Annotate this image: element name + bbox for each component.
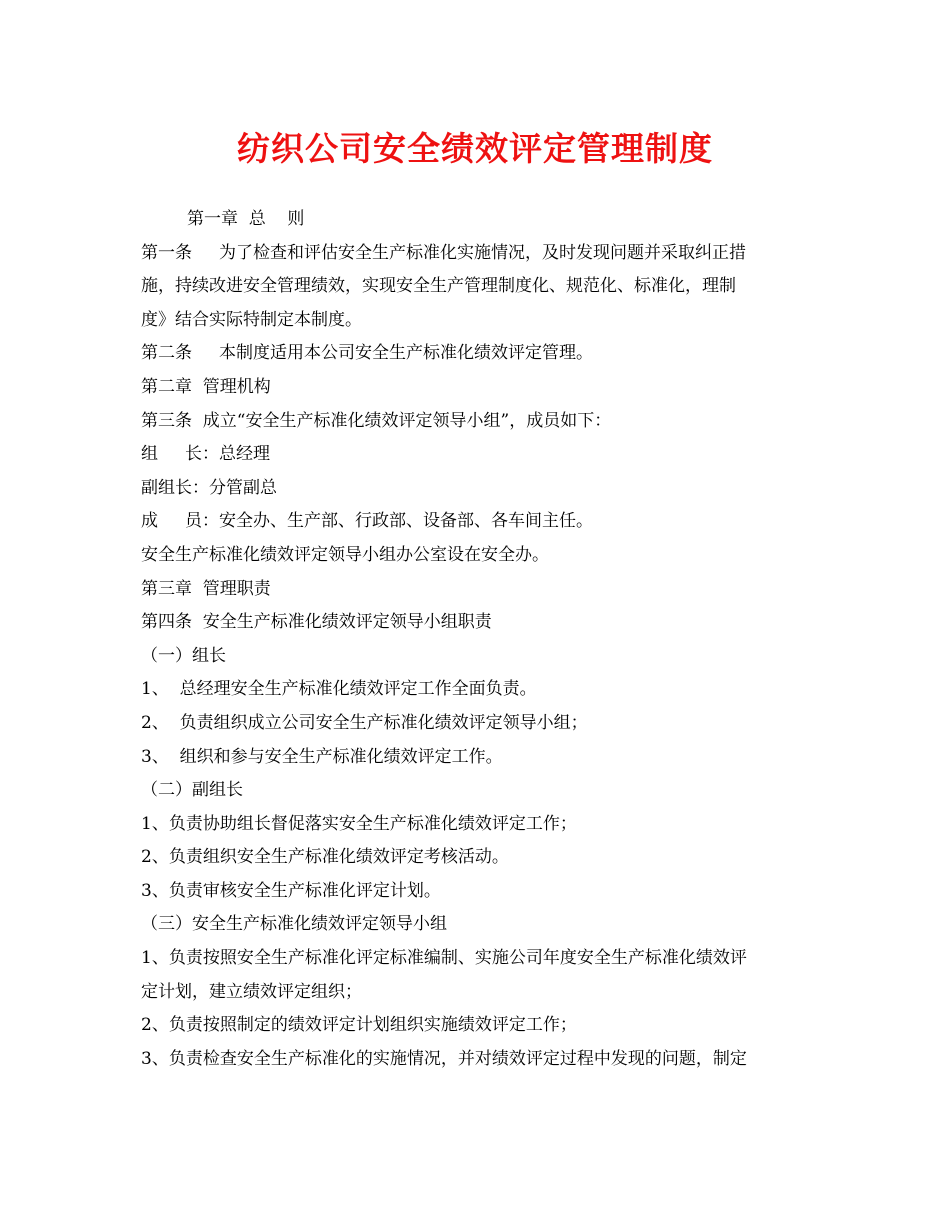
list-item: 3、负责审核安全生产标准化评定计划。 (141, 880, 441, 901)
paragraph-line: 副组长：分管副总 (141, 477, 277, 498)
list-item: 2、 负责组织成立公司安全生产标准化绩效评定领导小组； (141, 712, 588, 733)
list-item: 定计划，建立绩效评定组织； (141, 981, 362, 1002)
paragraph-line: 组 长：总经理 (141, 444, 271, 465)
paragraph-line: 第四条 安全生产标准化绩效评定领导小组职责 (141, 612, 492, 633)
list-item: 2、负责组织安全生产标准化绩效评定考核活动。 (141, 847, 509, 868)
paragraph-line: 度》结合实际特制定本制度。 (141, 309, 362, 330)
paragraph-line: 成 员：安全办、生产部、行政部、设备部、各车间主任。 (141, 511, 594, 532)
section-heading: （一）组长 (141, 645, 226, 666)
document-title: 纺织公司安全绩效评定管理制度 (237, 129, 713, 168)
chapter-heading: 第三章 管理职责 (141, 578, 271, 599)
section-heading: （二）副组长 (141, 780, 243, 801)
paragraph-line: 第二条 本制度适用本公司安全生产标准化绩效评定管理。 (141, 343, 594, 364)
list-item: 1、 总经理安全生产标准化绩效评定工作全面负责。 (141, 679, 537, 700)
chapter-heading: 第二章 管理机构 (141, 376, 271, 397)
list-item: 1、负责按照安全生产标准化评定标准编制、实施公司年度安全生产标准化绩效评 (141, 948, 747, 969)
list-item: 3、负责检查安全生产标准化的实施情况，并对绩效评定过程中发现的问题，制定 (141, 1048, 747, 1069)
list-item: 3、 组织和参与安全生产标准化绩效评定工作。 (141, 746, 503, 767)
paragraph-line: 施，持续改进安全管理绩效，实现安全生产管理制度化、规范化、标准化，理制 (141, 276, 736, 297)
list-item: 1、负责协助组长督促落实安全生产标准化绩效评定工作； (141, 813, 577, 834)
chapter-heading: 第一章 总 则 (187, 209, 305, 229)
paragraph-line: 第一条 为了检查和评估安全生产标准化实施情况，及时发现问题并采取纠正措 (141, 242, 747, 263)
paragraph-line: 第三条 成立“安全生产标准化绩效评定领导小组”，成员如下： (141, 410, 612, 431)
list-item: 2、负责按照制定的绩效评定计划组织实施绩效评定工作； (141, 1015, 577, 1036)
document-body (141, 203, 811, 1076)
section-heading: （三）安全生产标准化绩效评定领导小组 (141, 914, 447, 935)
paragraph-line: 安全生产标准化绩效评定领导小组办公室设在安全办。 (141, 544, 549, 565)
